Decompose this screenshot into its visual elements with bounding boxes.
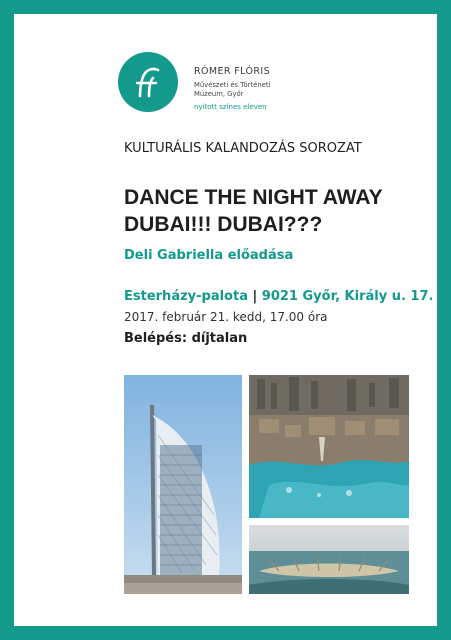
event-datetime: 2017. február 21. kedd, 17.00 óra: [124, 310, 328, 324]
event-venue: [124, 289, 433, 304]
event-presenter: Deli Gabriella előadása: [124, 248, 294, 263]
logo-subtitle: [194, 81, 314, 99]
palm-jumeirah-photo: [249, 525, 409, 594]
logo-emblem-icon: [118, 52, 178, 112]
venue-separator: |: [252, 289, 258, 304]
venue-name: Esterházy-palota: [124, 289, 248, 304]
burj-al-arab-photo: [124, 375, 242, 594]
poster: [14, 14, 437, 626]
downtown-dubai-aerial-photo: [249, 375, 409, 518]
venue-address: 9021 Győr, Király u. 17.: [261, 289, 434, 304]
event-title-line2: DUBAI!!! DUBAI???: [124, 213, 323, 236]
logo-subtitle-line1: Művészeti és Történeti: [194, 81, 271, 89]
event-title: [124, 184, 383, 238]
event-series: KULTURÁLIS KALANDOZÁS SOROZAT: [124, 141, 362, 156]
event-entry: Belépés: díjtalan: [124, 331, 248, 346]
event-title-line1: DANCE THE NIGHT AWAY: [124, 186, 383, 209]
logo-tagline: nyitott színes eleven: [194, 103, 267, 111]
logo-subtitle-line2: Múzeum, Győr: [194, 90, 244, 98]
logo-title: RÓMER FLÓRIS: [194, 66, 271, 77]
